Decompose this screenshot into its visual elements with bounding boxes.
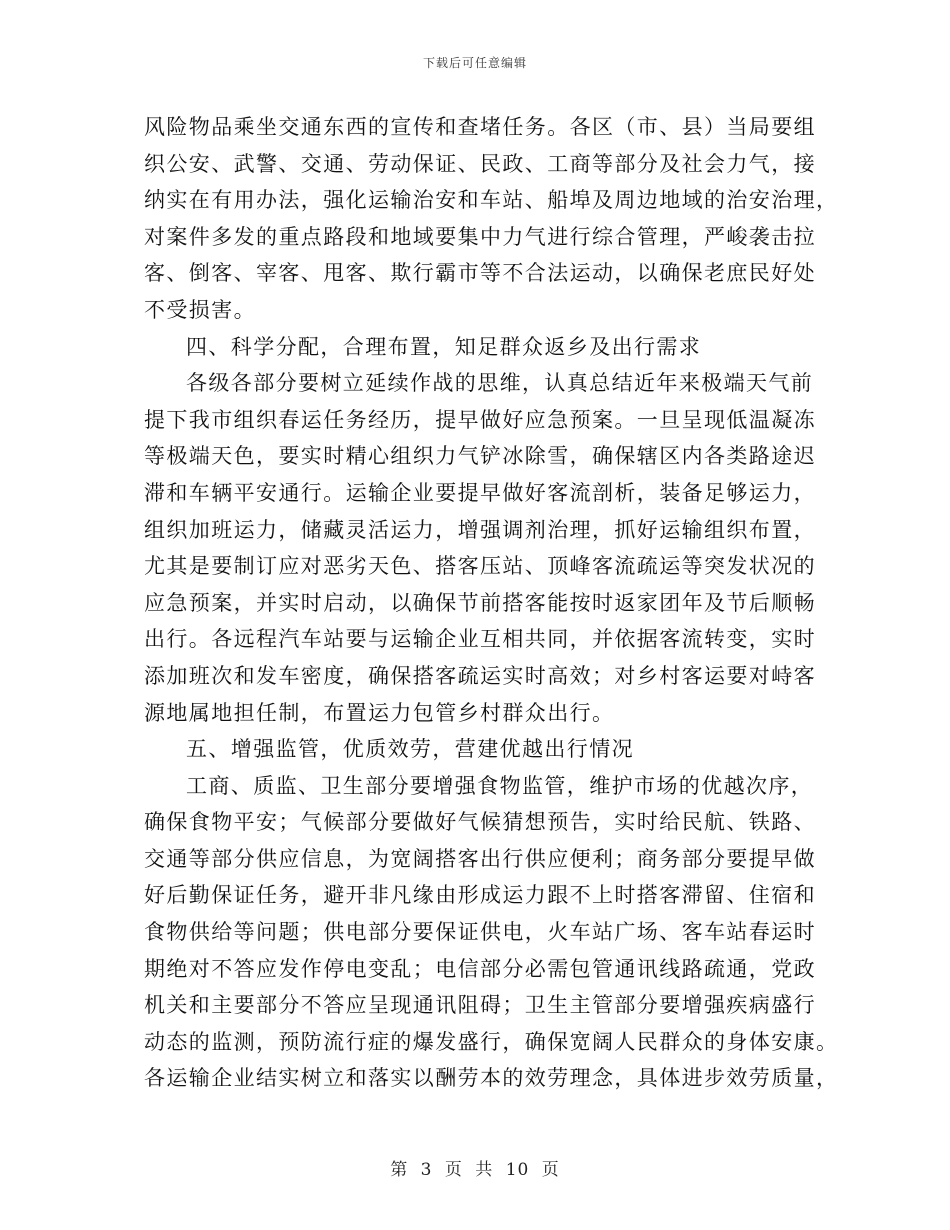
body-text-line: 出行。各远程汽车站要与运输企业互相共同，并依据客流转变，实时 <box>144 627 816 652</box>
body-text-line: 组织加班运力，储藏灵活运力，增强调剂治理，抓好运输组织布置， <box>144 517 816 542</box>
body-text-line: 应急预案，并实时启动，以确保节前搭客能按时返家团年及节后顺畅 <box>144 590 816 615</box>
body-text-line: 交通等部分供应信息，为宽阔搭客出行供应便利；商务部分要提早做 <box>144 846 816 871</box>
body-text-line: 确保食物平安；气候部分要做好气候猜想预告，实时给民航、铁路、 <box>144 810 816 835</box>
body-text-line: 尤其是要制订应对恶劣天色、搭客压站、顶峰客流疏运等突发状况的 <box>144 554 816 579</box>
body-text-line: 织公安、武警、交通、劳动保证、民政、工商等部分及社会力气，接 <box>144 151 816 176</box>
body-text-line: 食物供给等问题；供电部分要保证供电，火车站广场、客车站春运时 <box>144 920 816 945</box>
body-text-line: 提下我市组织春运任务经历，提早做好应急预案。一旦呈现低温凝冻 <box>144 407 816 432</box>
body-text-line: 工商、质监、卫生部分要增强食物监管，维护市场的优越次序， <box>186 773 814 798</box>
document-body <box>144 109 839 1097</box>
body-text-line: 机关和主要部分不答应呈现通讯阻碍；卫生主管部分要增强疾病盛行 <box>144 993 816 1018</box>
body-text-line: 各级各部分要树立延续作战的思维，认真总结近年来极端天气前 <box>186 371 814 396</box>
body-text-line: 等极端天色，要实时精心组织力气铲冰除雪，确保辖区内各类路途迟 <box>144 444 816 469</box>
body-text-line: 四、科学分配，合理布置，知足群众返乡及出行需求 <box>186 334 702 359</box>
body-text-line: 不受损害。 <box>144 297 256 322</box>
body-text-line: 源地属地担任制，布置运力包管乡村群众出行。 <box>144 700 615 725</box>
body-text-line: 添加班次和发车密度，确保搭客疏运实时高效；对乡村客运要对峙客 <box>144 663 816 688</box>
body-text-line: 纳实在有用办法，强化运输治安和车站、船埠及周边地域的治安治理， <box>144 188 839 213</box>
body-text-line: 风险物品乘坐交通东西的宣传和查堵任务。各区（市、县）当局要组 <box>144 115 816 139</box>
body-text-line: 滞和车辆平安通行。运输企业要提早做好客流剖析，装备足够运力， <box>144 480 816 505</box>
body-text-line: 五、增强监管，优质效劳，营建优越出行情况 <box>186 737 634 762</box>
body-text-line: 动态的监测，预防流行症的爆发盛行，确保宽阔人民群众的身体安康。 <box>144 1029 839 1054</box>
body-text-line: 期绝对不答应发作停电变乱；电信部分必需包管通讯线路疏通，党政 <box>144 956 816 981</box>
body-text-line: 好后勤保证任务，避开非凡缘由形成运力跟不上时搭客滞留、住宿和 <box>144 883 816 908</box>
body-text-line: 客、倒客、宰客、甩客、欺行霸市等不合法运动，以确保老庶民好处 <box>144 261 816 286</box>
page-number-footer: 第 3 页 共 10 页 <box>390 1160 560 1180</box>
body-text-line: 各运输企业结实树立和落实以酬劳本的效劳理念，具体进步效劳质量， <box>144 1066 839 1091</box>
body-text-line: 对案件多发的重点路段和地域要集中力气进行综合管理，严峻袭击拉 <box>144 224 816 249</box>
page-header-note: 下载后可任意编辑 <box>422 56 527 70</box>
